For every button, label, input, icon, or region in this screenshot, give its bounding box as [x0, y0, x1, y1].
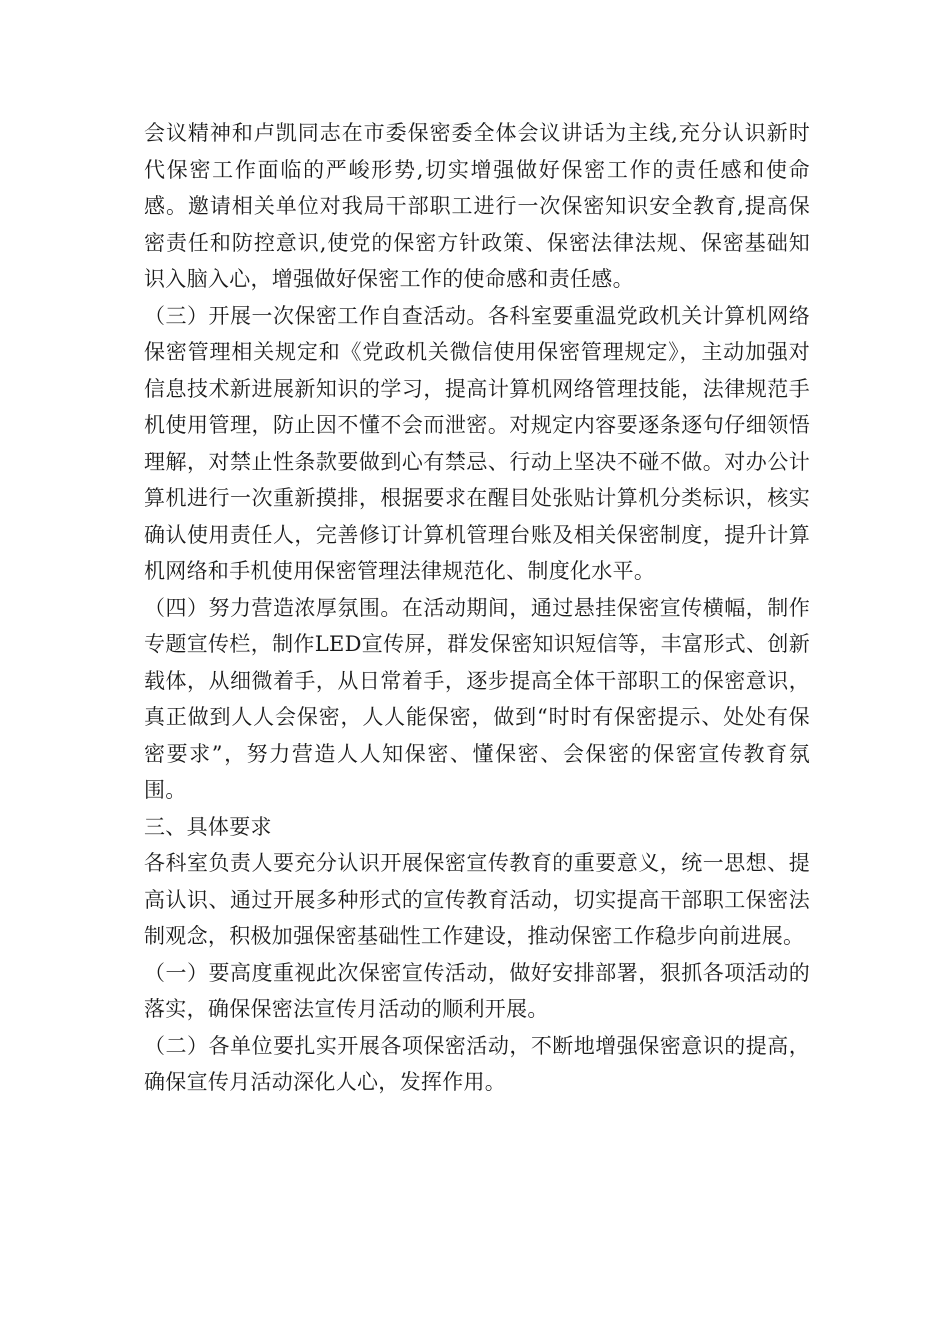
paragraph-section-3: （三）开展一次保密工作自查活动。各科室要重温党政机关计算机网络保密管理相关规定和《党政机关微信使用保密管理规定》，主动加强对信息技术新进展新知识的学习，提高计算机网络管理技能，法律规范手机使用管理，防止因不懂不会而泄密。对规定内容要逐条逐句仔细领悟理解，对禁止性条款要做到心有禁忌、行动上坚决不碰不做。对办公计算机进行一次重新摸排，根据要求在醒目处张贴计算机分类标识，核实确认使用责任人，完善修订计算机管理台账及相关保密制度，提升计算机网络和手机使用保密管理法律规范化、制度化水平。 [144, 303, 810, 583]
paragraph-requirement-1: （一）要高度重视此次保密宣传活动，做好安排部署，狠抓各项活动的落实，确保保密法宣传月活动的顺利开展。 [144, 960, 810, 1021]
paragraph-section-4: （四）努力营造浓厚氛围。在活动期间，通过悬挂保密宣传横幅，制作专题宣传栏，制作LED宣传屏，群发保密知识短信等，丰富形式、创新载体，从细微着手，从日常着手，逐步提高全体干部职工的保密意识，真正做到人人会保密，人人能保密，做到“时时有保密提示、处处有保密要求”，努力营造人人知保密、懂保密、会保密的保密宣传教育氛围。 [144, 595, 810, 802]
document-body [144, 115, 810, 1101]
paragraph-intro: 会议精神和卢凯同志在市委保密委全体会议讲话为主线,充分认识新时代保密工作面临的严峻形势,切实增强做好保密工作的责任感和使命感。邀请相关单位对我局干部职工进行一次保密知识安全教育,提高保密责任和防控意识,使党的保密方针政策、保密法律法规、保密基础知识入脑入心，增强做好保密工作的使命感和责任感。 [144, 121, 810, 291]
paragraph-requirement-2: （二）各单位要扎实开展各项保密活动，不断地增强保密意识的提高，确保宣传月活动深化人心，发挥作用。 [144, 1033, 810, 1094]
heading-specific-requirements: 三、具体要求 [144, 814, 272, 839]
paragraph-requirements-intro: 各科室负责人要充分认识开展保密宣传教育的重要意义，统一思想、提高认识、通过开展多种形式的宣传教育活动，切实提高干部职工保密法制观念，积极加强保密基础性工作建设，推动保密工作稳步向前进展。 [144, 851, 810, 948]
